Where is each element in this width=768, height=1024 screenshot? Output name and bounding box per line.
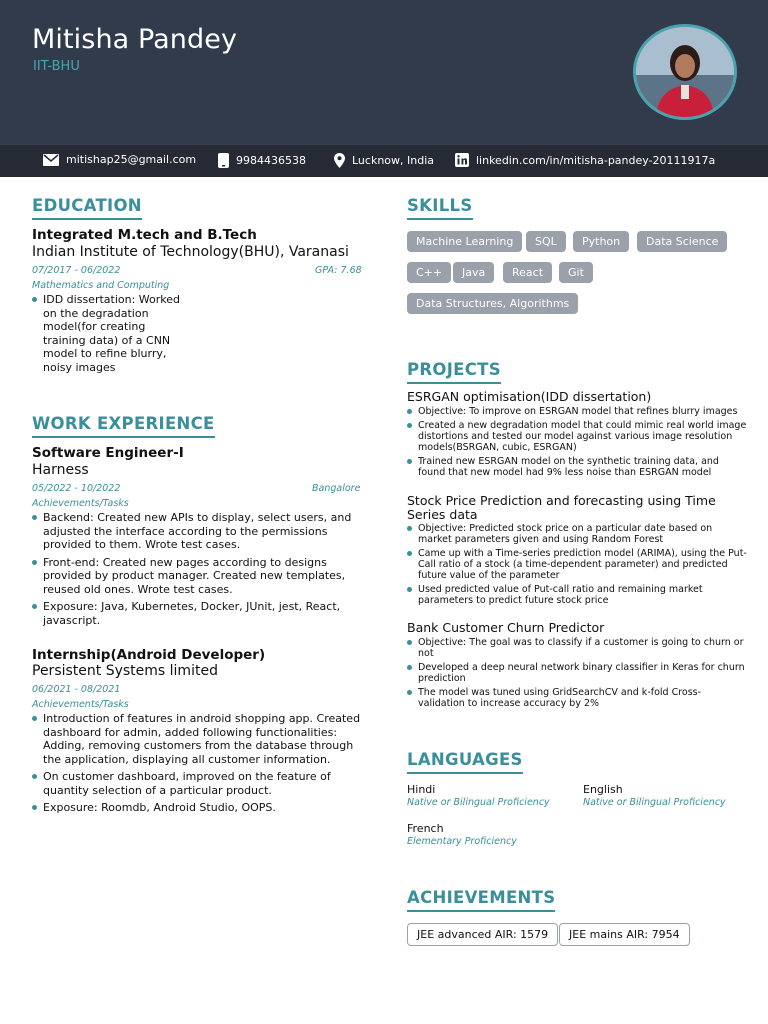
contact-phone-text: 9984436538 [236, 154, 306, 167]
language-level: Native or Bilingual Proficiency [407, 797, 550, 808]
education-dates: 07/2017 - 06/2022 [32, 265, 121, 276]
skill-chip: Data Science [637, 231, 727, 252]
contact-location-text: Lucknow, India [352, 154, 435, 167]
list-item: Introduction of features in android shopping app. Created dashboard for admin, added following functionalities: Adding, removing customers from the database through the application, displaying all customer information. [32, 712, 364, 766]
list-item: IDD dissertation: Worked on the degradation model(for creating training data) of a CNN model to refine blurry, noisy images [32, 293, 182, 374]
list-item: Came up with a Time-series prediction model (ARIMA), using the Put-Call ratio of a stock (a time-dependent parameter) and predicted future value of the parameter [407, 548, 747, 581]
list-item: Objective: To improve on ESRGAN model that refines blurry images [407, 406, 747, 417]
contact-email-text: mitishap25@gmail.com [66, 153, 197, 166]
skill-chip: Java [453, 262, 494, 283]
contact-bar [0, 145, 768, 177]
phone-icon [218, 153, 229, 168]
email-icon [43, 154, 59, 166]
education-degree: Integrated M.tech and B.Tech [32, 227, 257, 243]
candidate-name: Mitisha Pandey [32, 24, 238, 55]
list-item: Developed a deep neural network binary classifier in Keras for churn prediction [407, 662, 747, 684]
list-item: Exposure: Roomdb, Android Studio, OOPS. [32, 801, 364, 815]
list-item: Created a new degradation model that could mimic real world image distortions and tested our model against various image resolution models(BSRGAN, cubic, ESRGAN) [407, 420, 747, 453]
skill-chip: Git [559, 262, 593, 283]
language-level: Native or Bilingual Proficiency [583, 797, 726, 808]
contact-linkedin[interactable] [455, 153, 715, 167]
list-item: Backend: Created new APIs to display, select users, and adjusted the interface according to the permissions provided to them. Wrote test cases. [32, 511, 364, 552]
list-item: Front-end: Created new pages according to designs provided by product manager. Created new templates, reused old ones. Wrote test cases. [32, 556, 364, 597]
skill-chip: React [503, 262, 552, 283]
achievement-badge: JEE mains AIR: 7954 [559, 923, 690, 946]
contact-phone[interactable] [218, 153, 306, 168]
project-bullets [407, 637, 747, 712]
skills-heading: SKILLS [407, 196, 473, 220]
projects-heading: PROJECTS [407, 360, 501, 384]
language-name: Hindi [407, 783, 436, 796]
skill-chip: C++ [407, 262, 451, 283]
contact-linkedin-text: linkedin.com/in/mitisha-pandey-20111917a [476, 153, 716, 167]
candidate-school: IIT-BHU [33, 59, 80, 74]
profile-photo-illustration [636, 27, 734, 117]
contact-location [334, 153, 434, 168]
list-item: Objective: The goal was to classify if a customer is going to churn or not [407, 637, 747, 659]
job-location: Bangalore [312, 483, 361, 494]
job-subheading: Achievements/Tasks [32, 699, 129, 710]
language-name: English [583, 783, 623, 796]
list-item: Used predicted value of Put-call ratio and remaining market parameters to predict future stock price [407, 584, 747, 606]
job-subheading: Achievements/Tasks [32, 498, 129, 509]
linkedin-icon [455, 153, 469, 167]
skill-chip: Python [573, 231, 629, 252]
project-title: Bank Customer Churn Predictor [407, 620, 605, 635]
education-field: Mathematics and Computing [32, 280, 170, 291]
list-item: Objective: Predicted stock price on a particular date based on market parameters given and using Random Forest [407, 523, 747, 545]
work-experience-heading: WORK EXPERIENCE [32, 414, 215, 438]
profile-photo [633, 24, 737, 120]
skill-chip: Data Structures, Algorithms [407, 293, 578, 314]
job-company: Persistent Systems limited [32, 663, 218, 679]
list-item: Trained new ESRGAN model on the synthetic training data, and found that new model had 9% less noise than ESRGAN model [407, 456, 747, 478]
list-item: On customer dashboard, improved on the feature of quantity selection of a particular product. [32, 770, 364, 797]
language-level: Elementary Proficiency [407, 836, 517, 847]
project-title: ESRGAN optimisation(IDD dissertation) [407, 389, 652, 404]
language-name: French [407, 822, 444, 835]
languages-heading: LANGUAGES [407, 750, 523, 774]
achievements-heading: ACHIEVEMENTS [407, 888, 555, 912]
achievement-badge: JEE advanced AIR: 1579 [407, 923, 558, 946]
list-item: Exposure: Java, Kubernetes, Docker, JUnit, jest, React, javascript. [32, 600, 364, 627]
job-bullets [32, 712, 364, 819]
job-dates: 05/2022 - 10/2022 [32, 483, 121, 494]
list-item: The model was tuned using GridSearchCV and k-fold Cross-validation to increase accuracy by 2% [407, 687, 747, 709]
project-title: Stock Price Prediction and forecasting using Time Series data [407, 493, 716, 522]
resume-header [0, 0, 768, 145]
skill-chip: Machine Learning [407, 231, 522, 252]
contact-email[interactable] [43, 153, 196, 166]
location-icon [334, 153, 345, 168]
job-company: Harness [32, 462, 89, 478]
job-bullets [32, 511, 364, 631]
skill-chip: SQL [526, 231, 566, 252]
education-gpa: GPA: 7.68 [315, 265, 362, 276]
job-role: Internship(Android Developer) [32, 647, 266, 663]
education-bullets [32, 293, 182, 378]
job-dates: 06/2021 - 08/2021 [32, 684, 121, 695]
job-role: Software Engineer-I [32, 445, 184, 461]
project-bullets [407, 406, 747, 481]
education-heading: EDUCATION [32, 196, 142, 220]
project-bullets [407, 523, 747, 609]
education-institute: Indian Institute of Technology(BHU), Varanasi [32, 244, 349, 260]
